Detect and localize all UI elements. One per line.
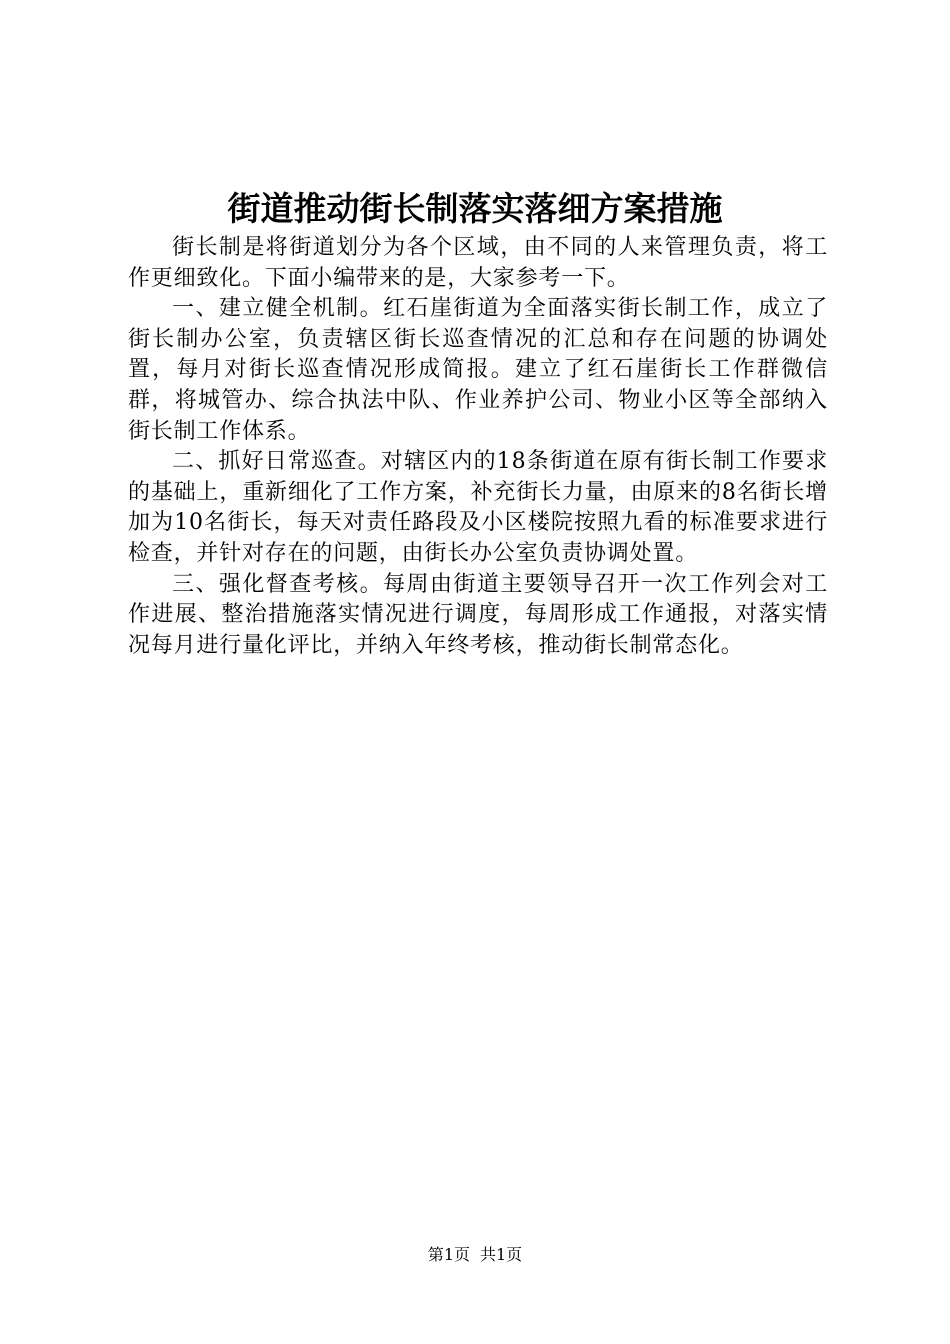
document-title: 街道推动街长制落实落细方案措施: [227, 189, 723, 228]
paragraph-section-3: 三、强化督查考核。每周由街道主要领导召开一次工作列会对工作进展、整治措施落实情况进行调度，每周形成工作通报，对落实情况每月进行量化评比，并纳入年终考核，推动街长制常态化。: [128, 571, 828, 658]
document-body: [128, 233, 828, 661]
page-total: 共1页: [480, 1245, 523, 1264]
paragraph-section-2: 二、抓好日常巡查。对辖区内的18条街道在原有街长制工作要求的基础上，重新细化了工作方案，补充街长力量，由原来的8名街长增加为10名街长，每天对责任路段及小区楼院按照九看的标准要求进行检查，并针对存在的问题，由街长办公室负责协调处置。: [128, 449, 828, 566]
paragraph-intro: 街长制是将街道划分为各个区域，由不同的人来管理负责，将工作更细致化。下面小编带来的是，大家参考一下。: [128, 235, 828, 291]
paragraph-section-1: 一、建立健全机制。红石崖街道为全面落实街长制工作，成立了街长制办公室，负责辖区街长巡查情况的汇总和存在问题的协调处置，每月对街长巡查情况形成简报。建立了红石崖街长工作群微信群，将城管办、综合执法中队、作业养护公司、物业小区等全部纳入街长制工作体系。: [128, 296, 828, 444]
page-number: 第1页: [427, 1245, 470, 1264]
page-footer: [0, 1243, 950, 1267]
